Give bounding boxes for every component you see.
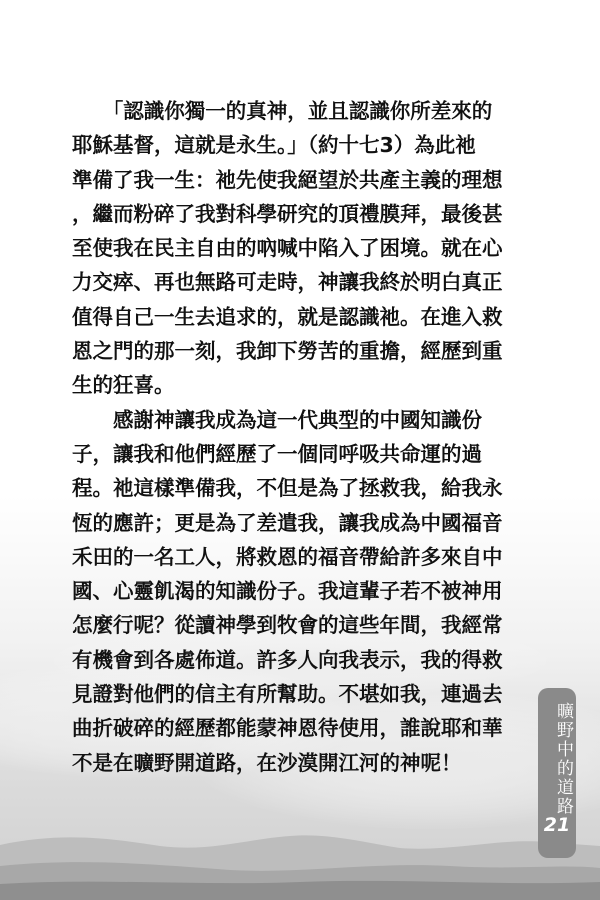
text-line-12: 程。祂這樣準備我，不但是為了拯救我，給我永 (72, 476, 503, 501)
text-line-8: 恩之門的那一刻，我卸下勞苦的重擔，經歷到重 (72, 339, 503, 364)
text-line-14: 禾田的一名工人，將救恩的福音帶給許多來自中 (72, 544, 503, 569)
text-line-11: 子，讓我和他們經歷了一個同呼吸共命運的過 (72, 441, 482, 466)
text-line-7: 值得自己一生去追求的，就是認識祂。在進入救 (72, 304, 503, 329)
text-line-3: 準備了我一生：祂先使我絕望於共產主義的理想 (72, 167, 503, 192)
text-line-1: 「認識你獨一的真神，並且認識你所差來的 (72, 99, 493, 123)
text-line-4: ，繼而粉碎了我對科學研究的頂禮膜拜，最後甚 (72, 201, 503, 226)
book-title: 曠野中的道路 (553, 702, 573, 816)
text-line-15: 國、心靈飢渴的知識份子。我這輩子若不被神用 (72, 579, 503, 604)
text-line-2: 耶穌基督，這就是永生。」（約十七3）為此祂 (72, 133, 476, 158)
page-number: 21 (543, 814, 571, 836)
text-line-9: 生的狂喜。 (72, 373, 175, 398)
side-tab (538, 688, 576, 858)
text-line-6: 力交瘁、再也無路可走時，神讓我終於明白真正 (72, 270, 503, 295)
text-line-19: 曲折破碎的經歷都能蒙神恩待使用，誰說耶和華 (72, 716, 503, 741)
text-line-20: 不是在曠野開道路，在沙漠開江河的神呢！ (72, 750, 462, 775)
text-line-17: 有機會到各處佈道。許多人向我表示，我的得救 (72, 647, 503, 672)
text-line-10: 感謝神讓我成為這一代典型的中國知識份 (72, 407, 482, 432)
body-text (72, 94, 542, 780)
text-line-13: 恆的應許；更是為了差遣我，讓我成為中國福音 (72, 510, 503, 535)
text-line-5: 至使我在民主自由的吶喊中陷入了困境。就在心 (72, 236, 503, 261)
text-line-16: 怎麼行呢？從讀神學到牧會的這些年間，我經常 (72, 613, 503, 638)
text-line-18: 見證對他們的信主有所幫助。不堪如我，連過去 (72, 682, 503, 707)
